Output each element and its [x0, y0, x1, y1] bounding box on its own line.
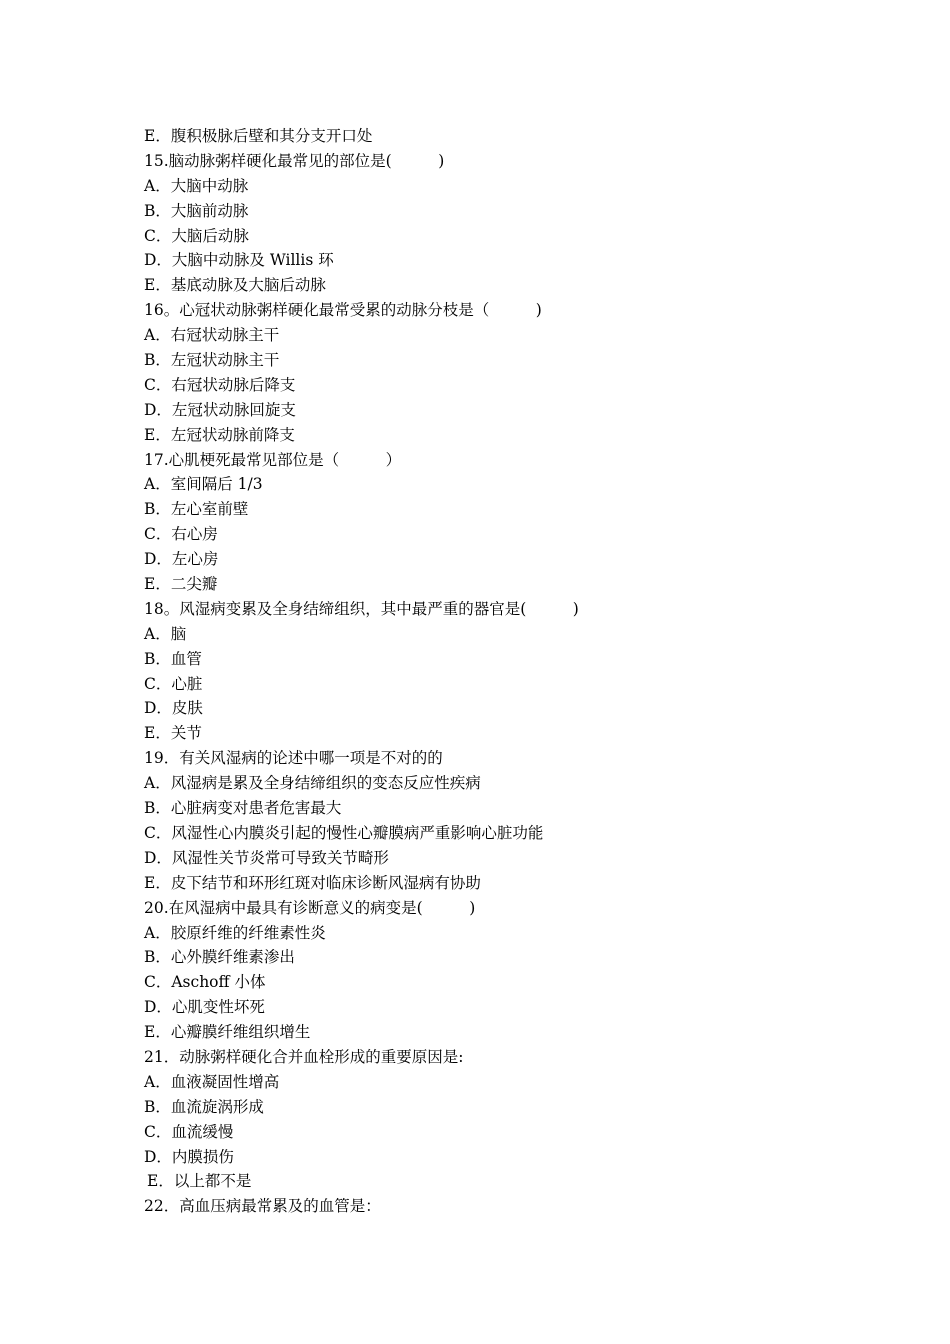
question-15: 15.脑动脉粥样硬化最常见的部位是( ) — [144, 151, 445, 170]
answer-option: E．腹积极脉后壁和其分支开口处 — [144, 127, 373, 145]
question-16: 16。心冠状动脉粥样硬化最常受累的动脉分枝是（ ) — [144, 301, 542, 320]
answer-option: A．血液凝固性增高 — [144, 1072, 280, 1091]
answer-option: D．左冠状动脉回旋支 — [144, 400, 296, 419]
answer-option: A．胶原纤维的纤维素性炎 — [144, 923, 326, 942]
answer-option: C．右冠状动脉后降支 — [144, 375, 296, 394]
answer-option: E．关节 — [144, 724, 202, 743]
question-19: 19．有关风湿病的论述中哪一项是不对的的 — [144, 749, 443, 768]
answer-option: E．基底动脉及大脑后动脉 — [144, 276, 326, 295]
answer-option: B．左冠状动脉主干 — [144, 351, 280, 370]
answer-option: B．血流旋涡形成 — [144, 1097, 264, 1116]
answer-option: D．大脑中动脉及 Willis 环 — [144, 251, 334, 270]
answer-option: E．左冠状动脉前降支 — [144, 425, 295, 444]
answer-option: B．心脏病变对患者危害最大 — [144, 799, 342, 818]
question-18: 18。风湿病变累及全身结缔组织，其中最严重的器官是( ) — [144, 599, 579, 618]
answer-option: A．脑 — [144, 624, 187, 643]
answer-option: D．内膜损伤 — [144, 1147, 234, 1166]
answer-option: B．血管 — [144, 649, 202, 668]
question-21: 21．动脉粥样硬化合并血栓形成的重要原因是: — [144, 1047, 464, 1066]
answer-option: C．血流缓慢 — [144, 1122, 234, 1141]
question-22: 22．高血压病最常累及的血管是： — [144, 1197, 381, 1216]
answer-option: C．风湿性心内膜炎引起的慢性心瓣膜病严重影响心脏功能 — [144, 823, 544, 842]
answer-option: C．大脑后动脉 — [144, 226, 249, 245]
answer-option: D．左心房 — [144, 550, 219, 569]
answer-option: B．心外膜纤维素渗出 — [144, 948, 295, 967]
answer-option: A．风湿病是累及全身结缔组织的变态反应性疾病 — [144, 774, 481, 793]
answer-option: E．心瓣膜纤维组织增生 — [144, 1023, 311, 1042]
answer-option: A．大脑中动脉 — [144, 176, 249, 195]
answer-option: D．心肌变性坏死 — [144, 998, 265, 1017]
document-page — [144, 124, 844, 1219]
answer-option: E．二尖瓣 — [144, 575, 218, 594]
answer-option: D．风湿性关节炎常可导致关节畸形 — [144, 848, 389, 867]
answer-option: C．心脏 — [144, 674, 203, 693]
answer-option: B．左心室前壁 — [144, 500, 249, 519]
question-20: 20.在风湿病中最具有诊断意义的病变是( ) — [144, 898, 476, 917]
question-17: 17.心肌梗死最常见部位是（ ） — [144, 450, 402, 469]
answer-option: D．皮肤 — [144, 699, 203, 718]
answer-option: A．室间隔后 1/3 — [144, 475, 263, 494]
answer-option: C．右心房 — [144, 525, 218, 544]
answer-option: C．Aschoff 小体 — [144, 973, 266, 992]
answer-option: E．以上都不是 — [147, 1172, 252, 1191]
answer-option: E．皮下结节和环形红斑对临床诊断风湿病有协助 — [144, 873, 481, 892]
answer-option: A．右冠状动脉主干 — [144, 326, 280, 345]
answer-option: B．大脑前动脉 — [144, 201, 249, 220]
